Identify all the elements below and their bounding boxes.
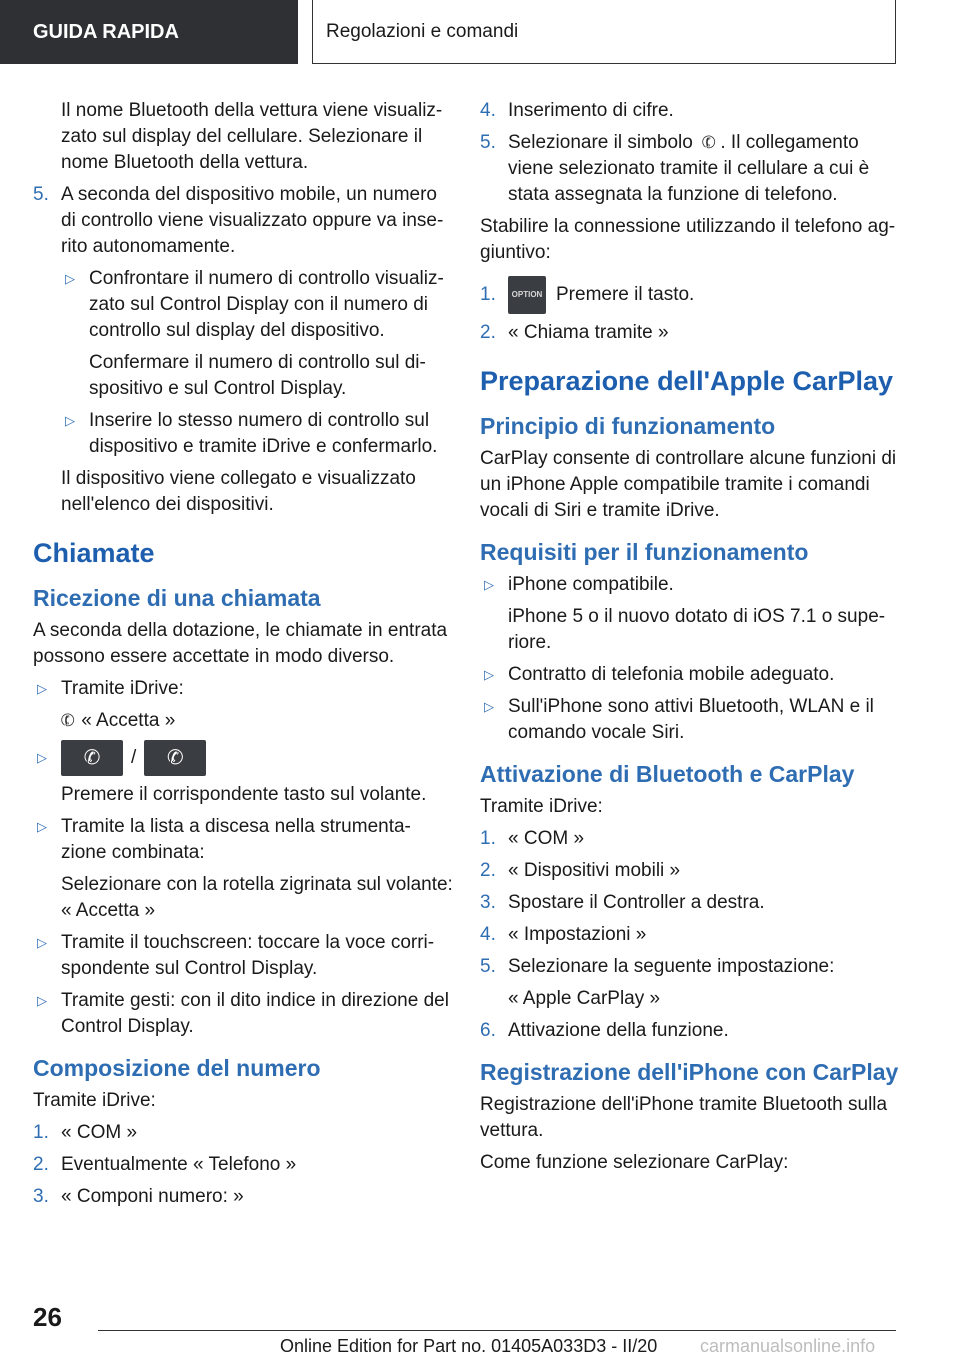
watermark: carmanualsonline.info [700,1336,876,1356]
triangle-bullet-icon: ▷ [37,993,47,1008]
heading-composizione: Composizione del numero [33,1055,321,1081]
step-text: « Componi numero: » [61,1186,244,1207]
step-text: Inserimento di cifre. [508,100,674,121]
heading-chiamate: Chiamate [33,538,155,568]
edition-text: Online Edition for Part no. 01405A033D3 - II/20 [280,1336,658,1356]
heading-attivazione: Attivazione di Bluetooth e CarPlay [480,761,855,787]
heading-principio: Principio di funzionamento [480,413,776,439]
accept-call-button-icon: ✆ [61,740,123,776]
step-number: 6. [480,1020,496,1041]
heading-ricezione: Ricezione di una chiamata [33,585,321,611]
step-text: « Dispositivi mobili » [508,860,681,881]
paragraph [33,708,453,734]
phone-icon: ✆ [699,131,720,154]
reject-call-button-icon: ✆ [144,740,206,776]
bullet-item [480,694,900,746]
step-text: Selezionare la seguente impostazione: [508,956,835,977]
right-column [480,98,900,1182]
menu-option: « Accetta » [81,710,176,731]
step-number: 3. [480,892,496,913]
paragraph: Confermare il numero di controllo sul di‐spositivo e sul Control Display. [89,352,426,399]
bullet-item [33,814,453,866]
paragraph: Come funzione selezionare CarPlay: [480,1152,789,1173]
list-item [480,922,900,948]
paragraph: Registrazione dell'iPhone tramite Bluetooth sulla vettura. [480,1094,888,1141]
step-text [508,130,900,208]
step-text: Eventualmente « Telefono » [61,1154,297,1175]
bullet-item [33,408,453,460]
left-column [33,98,453,1216]
bullet-text: Tramite la lista a discesa nella strumenta‐zione combinata: [61,816,411,863]
triangle-bullet-icon: ▷ [37,819,47,834]
heading-preparazione: Preparazione dell'Apple CarPlay [480,366,894,396]
step-number: 1. [33,1122,49,1143]
paragraph: « Apple CarPlay » [508,988,661,1009]
step-number: 1. [480,284,496,305]
list-item [33,1120,453,1146]
list-item [480,1018,900,1044]
bullet-item [480,662,900,688]
bullet-text: Tramite iDrive: [61,678,184,699]
paragraph: CarPlay consente di controllare alcune funzioni di un iPhone Apple compatibile tramite i comandi vocali di Siri e tramite iDrive. [480,448,897,521]
triangle-bullet-icon: ▷ [37,750,47,765]
paragraph: Il dispositivo viene collegato e visualizzato nell'elenco dei dispositivi. [61,468,416,515]
step-text: « Impostazioni » [508,924,647,945]
heading-registrazione: Registrazione dell'iPhone con CarPlay [480,1059,899,1085]
bullet-item [480,572,900,598]
step-number: 4. [480,924,496,945]
list-item [480,890,900,916]
paragraph: Il nome Bluetooth della vettura viene visualiz‐zato sul display del cellulare. Selezionare il nome Bluetooth della vettura. [61,100,443,173]
step-text-b: . Il collegamento viene selezionato tramite il cellulare a cui è stata assegnata la funzione di telefono. [508,132,870,205]
bullet-text: Contratto di telefonia mobile adeguato. [508,664,835,685]
bullet-text: Tramite il touchscreen: toccare la voce corri‐spondente sul Control Display. [61,932,435,979]
list-item [33,1184,453,1210]
chapter-title: Regolazioni e comandi [312,0,896,64]
paragraph: Selezionare con la rotella zigrinata sul volante: « Accetta » [61,874,453,921]
bullet-text: Confrontare il numero di controllo visualiz‐zato sul Control Display con il numero di controllo sul display del dispositivo. [89,268,444,341]
list-item [480,954,900,980]
step-number: 5. [480,956,496,977]
bullet-item [33,266,453,344]
bullet-item [33,988,453,1040]
list-item [480,130,900,208]
triangle-bullet-icon: ▷ [65,413,75,428]
paragraph: Tramite iDrive: [480,796,603,817]
section-tab: GUIDA RAPIDA [0,0,298,64]
list-item [480,276,900,314]
step-text: Spostare il Controller a destra. [508,892,765,913]
step-number: 5. [480,132,496,153]
step-text: « Chiama tramite » [508,322,669,343]
triangle-bullet-icon: ▷ [65,271,75,286]
footer-divider [98,1330,896,1331]
step-text: « COM » [61,1122,138,1143]
list-item [480,826,900,852]
bullet-item [33,676,453,702]
step-text-a: Selezionare il simbolo [508,132,693,153]
list-item [480,98,900,124]
triangle-bullet-icon: ▷ [484,667,494,682]
page-number: 26 [33,1302,62,1332]
bullet-text: Tramite gesti: con il dito indice in direzione del Control Display. [61,990,449,1037]
list-item [480,320,900,346]
step-number: 5. [33,184,49,205]
list-item [33,1152,453,1178]
paragraph: Stabilire la connessione utilizzando il telefono ag‐giuntivo: [480,216,896,263]
option-button-icon: OPTION [508,276,546,314]
step-number: 2. [33,1154,49,1175]
phone-icon: ✆ [58,709,78,732]
heading-requisiti: Requisiti per il funzionamento [480,539,809,565]
step-number: 2. [480,322,496,343]
bullet-item [33,930,453,982]
step-text: A seconda del dispositivo mobile, un numero di controllo viene visualizzato oppure va inse‐rito autonomamente. [61,184,444,257]
triangle-bullet-icon: ▷ [37,681,47,696]
paragraph: Tramite iDrive: [33,1090,156,1111]
step-number: 3. [33,1186,49,1207]
bullet-text: iPhone compatibile. [508,574,674,595]
paragraph: A seconda della dotazione, le chiamate in entrata possono essere accettate in modo diverso. [33,620,448,667]
separator: / [131,747,137,768]
step-text: « COM » [508,828,585,849]
step-number: 1. [480,828,496,849]
triangle-bullet-icon: ▷ [484,577,494,592]
triangle-bullet-icon: ▷ [484,699,494,714]
step-number: 4. [480,100,496,121]
triangle-bullet-icon: ▷ [37,935,47,950]
paragraph: iPhone 5 o il nuovo dotato di iOS 7.1 o supe‐riore. [508,606,886,653]
step-text: Attivazione della funzione. [508,1020,729,1041]
bullet-text: Sull'iPhone sono attivi Bluetooth, WLAN e il comando vocale Siri. [508,696,874,743]
list-item [480,858,900,884]
list-item [33,182,453,260]
paragraph: Premere il corrispondente tasto sul volante. [61,784,427,805]
bullet-item [33,740,453,776]
bullet-text: Inserire lo stesso numero di controllo sul dispositivo e tramite iDrive e confermarlo. [89,410,438,457]
step-text: Premere il tasto. [556,284,695,305]
step-number: 2. [480,860,496,881]
